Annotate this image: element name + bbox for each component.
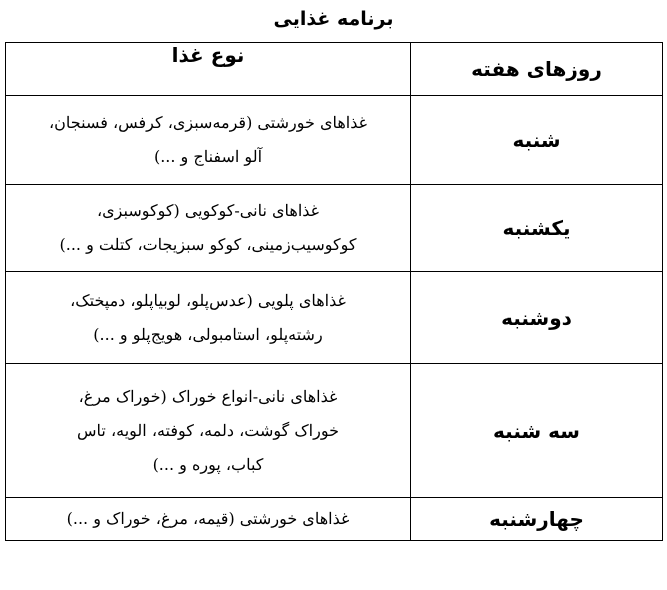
food-line: غذاهای نانی-انواع خوراک (خوراک مرغ، [78,386,338,406]
table-row [6,498,663,541]
food-line: غذاهای نانی-کوکویی (کوکوسبزی، [96,201,320,220]
header-food-type: نوع غذا [6,43,411,96]
food-line: کباب، پوره و ...) [152,454,264,474]
meal-plan-table [5,42,663,541]
food-line: کوکوسیب‌زمینی، کوکو سبزیجات، کتلت و ...) [59,235,357,254]
food-line: غذاهای خورشتی (قرمه‌سبزی، کرفس، فسنجان، [49,113,367,132]
table-row [6,364,663,498]
day-cell: سه شنبه [411,364,663,498]
table-row [6,185,663,272]
food-line: رشته‌پلو، استامبولی، هویج‌پلو و ...) [93,324,323,344]
food-cell [6,272,411,364]
page-title: برنامه غذایی [273,8,394,30]
food-line: غذاهای پلویی (عدس‌پلو، لوبیاپلو، دمپختک، [70,290,346,310]
day-cell: یکشنبه [411,185,663,272]
header-days-of-week: روزهای هفته [411,43,663,96]
food-cell [6,364,411,498]
table-header-row [6,43,663,96]
day-cell: چهارشنبه [411,498,663,541]
food-cell [6,185,411,272]
table-row [6,96,663,185]
day-cell: دوشنبه [411,272,663,364]
table-row [6,272,663,364]
food-line: آلو اسفناج و ...) [153,147,263,166]
food-cell [6,498,411,541]
food-line: خوراک گوشت، دلمه، کوفته، الویه، تاس [77,420,339,440]
food-line: غذاهای خورشتی (قیمه، مرغ، خوراک و ...) [66,509,350,528]
day-cell: شنبه [411,96,663,185]
food-cell [6,96,411,185]
